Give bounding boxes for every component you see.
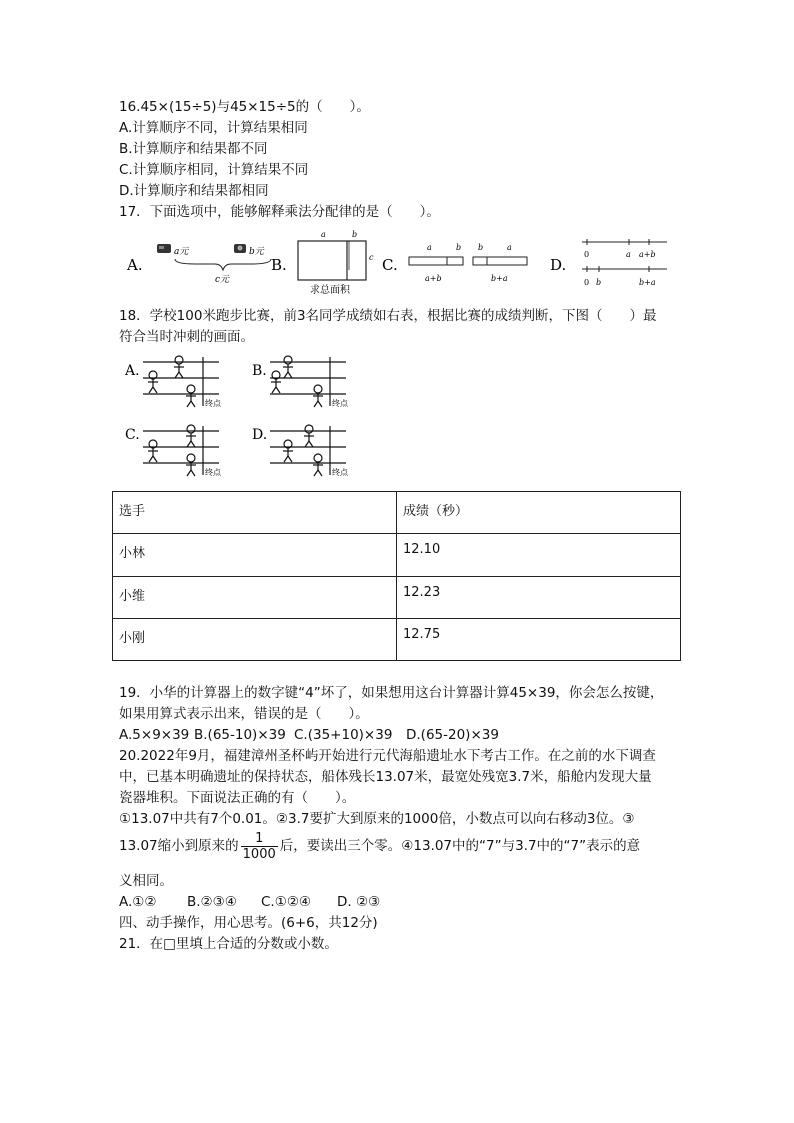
q20-line-6: 义相同。 (119, 873, 173, 889)
q17-d-l2-b: b (596, 278, 602, 287)
q17-c-top-b2: b (478, 243, 484, 252)
q17-b-label-c: c (369, 253, 374, 262)
q18-stem-line-2: 符合当时冲刺的画面。 (119, 329, 254, 345)
q20-line-5-start: 13.07缩小到原来的 (119, 838, 239, 854)
table-cell: 小维 (113, 576, 397, 618)
q18-finish-b: 终点 (332, 399, 348, 408)
q17-d-l1-zero: 0 (584, 250, 590, 259)
q17-c-top-b: b (456, 243, 462, 252)
q17-c-sum-2: b+a (491, 274, 508, 283)
q18-panel-a (124, 356, 222, 408)
q20-options (119, 893, 380, 912)
q18-label-c: C. (125, 427, 140, 443)
table-row (113, 534, 681, 576)
q19-option-b: B.(65-10)×39 (194, 727, 286, 743)
q20-line-5-end: 后，要读出三个零。④13.07中的“7”与3.7中的“7”表示的意 (279, 838, 641, 854)
q18-figure (119, 353, 369, 479)
section-4-heading: 四、动手操作，用心思考。(6+6，共12分) (119, 915, 378, 931)
q20-line-3: 瓷器堆积。下面说法正确的有（ ）。 (119, 790, 356, 806)
eraser-icon (157, 244, 171, 253)
q18-panel-b (252, 356, 349, 408)
q17-d-l2-ba: b+a (639, 278, 656, 287)
q17-c-top-a: a (427, 243, 432, 252)
fraction-denominator: 1000 (242, 846, 276, 862)
q17-c-top-a2: a (507, 243, 512, 252)
table-row (113, 618, 681, 660)
q17-b-label-b: b (352, 230, 358, 239)
fraction-numerator: 1 (241, 831, 278, 847)
q17-d-letter: D. (550, 256, 567, 274)
q17-d-l1-ab: a+b (639, 250, 656, 259)
q19-option-d: D.(65-20)×39 (406, 727, 499, 743)
q17-stem: 17．下面选项中，能够解释乘法分配律的是（ ）。 (119, 204, 440, 220)
q18-label-b: B. (252, 363, 267, 379)
q18-finish-c: 终点 (205, 468, 221, 477)
q18-score-table (112, 491, 681, 661)
q17-b-label-a: a (321, 230, 326, 239)
q17-a-brace (175, 259, 271, 270)
q20-line-4: ①13.07中共有7个0.01。②3.7要扩大到原来的1000倍，小数点可以向右移动3位。③ (119, 811, 635, 827)
table-header-row (113, 492, 681, 534)
q20-option-a: A.①② (119, 894, 157, 910)
q20-option-d: D. ②③ (337, 894, 381, 910)
q17-a-price-a: a元 (174, 247, 189, 257)
q17-b-letter: B. (271, 256, 287, 274)
q18-panel-c (125, 425, 222, 477)
q18-finish-d: 终点 (332, 468, 348, 477)
table-row (113, 576, 681, 618)
q19-option-a: A.5×9×39 (119, 727, 190, 743)
q17-b-rectangle (298, 241, 366, 280)
q18-panel-d (252, 425, 349, 477)
q17-a-brace-label: c元 (215, 275, 230, 285)
q21-stem: 21．在□里填上合适的分数或小数。 (119, 936, 338, 952)
q18-label-a: A. (125, 363, 140, 379)
q16-stem: 16.45×(15÷5)与45×15÷5的（ ）。 (119, 99, 370, 115)
table-cell: 12.75 (397, 618, 681, 660)
q16-option-a: A.计算顺序不同，计算结果相同 (119, 120, 308, 136)
q20-option-b: B.②③④ (187, 894, 237, 910)
q16-option-d: D.计算顺序和结果都相同 (119, 183, 269, 199)
q17-figure (119, 228, 669, 296)
q16-option-c: C.计算顺序相同，计算结果不同 (119, 162, 309, 178)
q17-c-sum-1: a+b (425, 274, 442, 283)
q17-c-bar-2 (473, 257, 527, 265)
q19-option-c: C.(35+10)×39 (294, 727, 393, 743)
q18-label-d: D. (252, 427, 268, 443)
q17-b-caption: 求总面积 (310, 285, 350, 296)
q17-c-letter: C. (382, 256, 398, 274)
q20-line-1: 20.2022年9月，福建漳州圣杯屿开始进行元代海船遗址水下考古工作。在之前的水下调查 (119, 748, 656, 764)
table-cell: 小林 (113, 534, 397, 576)
q18-finish-a: 终点 (205, 399, 221, 408)
q17-d-l1-a: a (626, 250, 631, 259)
table-cell: 12.23 (397, 576, 681, 618)
q19-stem-line-2: 如果用算式表示出来，错误的是（ ）。 (119, 706, 369, 722)
table-header-cell: 成绩（秒） (397, 492, 681, 534)
q16-option-b: B.计算顺序和结果都不同 (119, 141, 268, 157)
q20-option-c: C.①②④ (261, 894, 312, 910)
q19-stem-line-1: 19．小华的计算器上的数字键“4”坏了，如果想用这台计算器计算45×39，你会怎么按键， (119, 685, 664, 701)
q17-c-bar-1 (409, 257, 463, 265)
table-header-cell: 选手 (113, 492, 397, 534)
q20-line-5 (119, 830, 640, 862)
q17-a-letter: A. (127, 256, 143, 274)
q18-stem-line-1: 18．学校100米跑步比赛，前3名同学成绩如右表，根据比赛的成绩判断，下图（ ）最 (119, 308, 657, 324)
table-cell: 12.10 (397, 534, 681, 576)
table-cell: 小刚 (113, 618, 397, 660)
q19-options (119, 726, 499, 745)
pencil-sharpener-icon (234, 244, 246, 253)
q17-a-price-b: b元 (249, 247, 264, 257)
fraction (241, 831, 278, 862)
q20-line-2: 中，已基本明确遗址的保持状态，船体残长13.07米，最宽处残宽3.7米，船舱内发现大量 (119, 769, 652, 785)
q17-d-l2-zero: 0 (584, 278, 590, 287)
